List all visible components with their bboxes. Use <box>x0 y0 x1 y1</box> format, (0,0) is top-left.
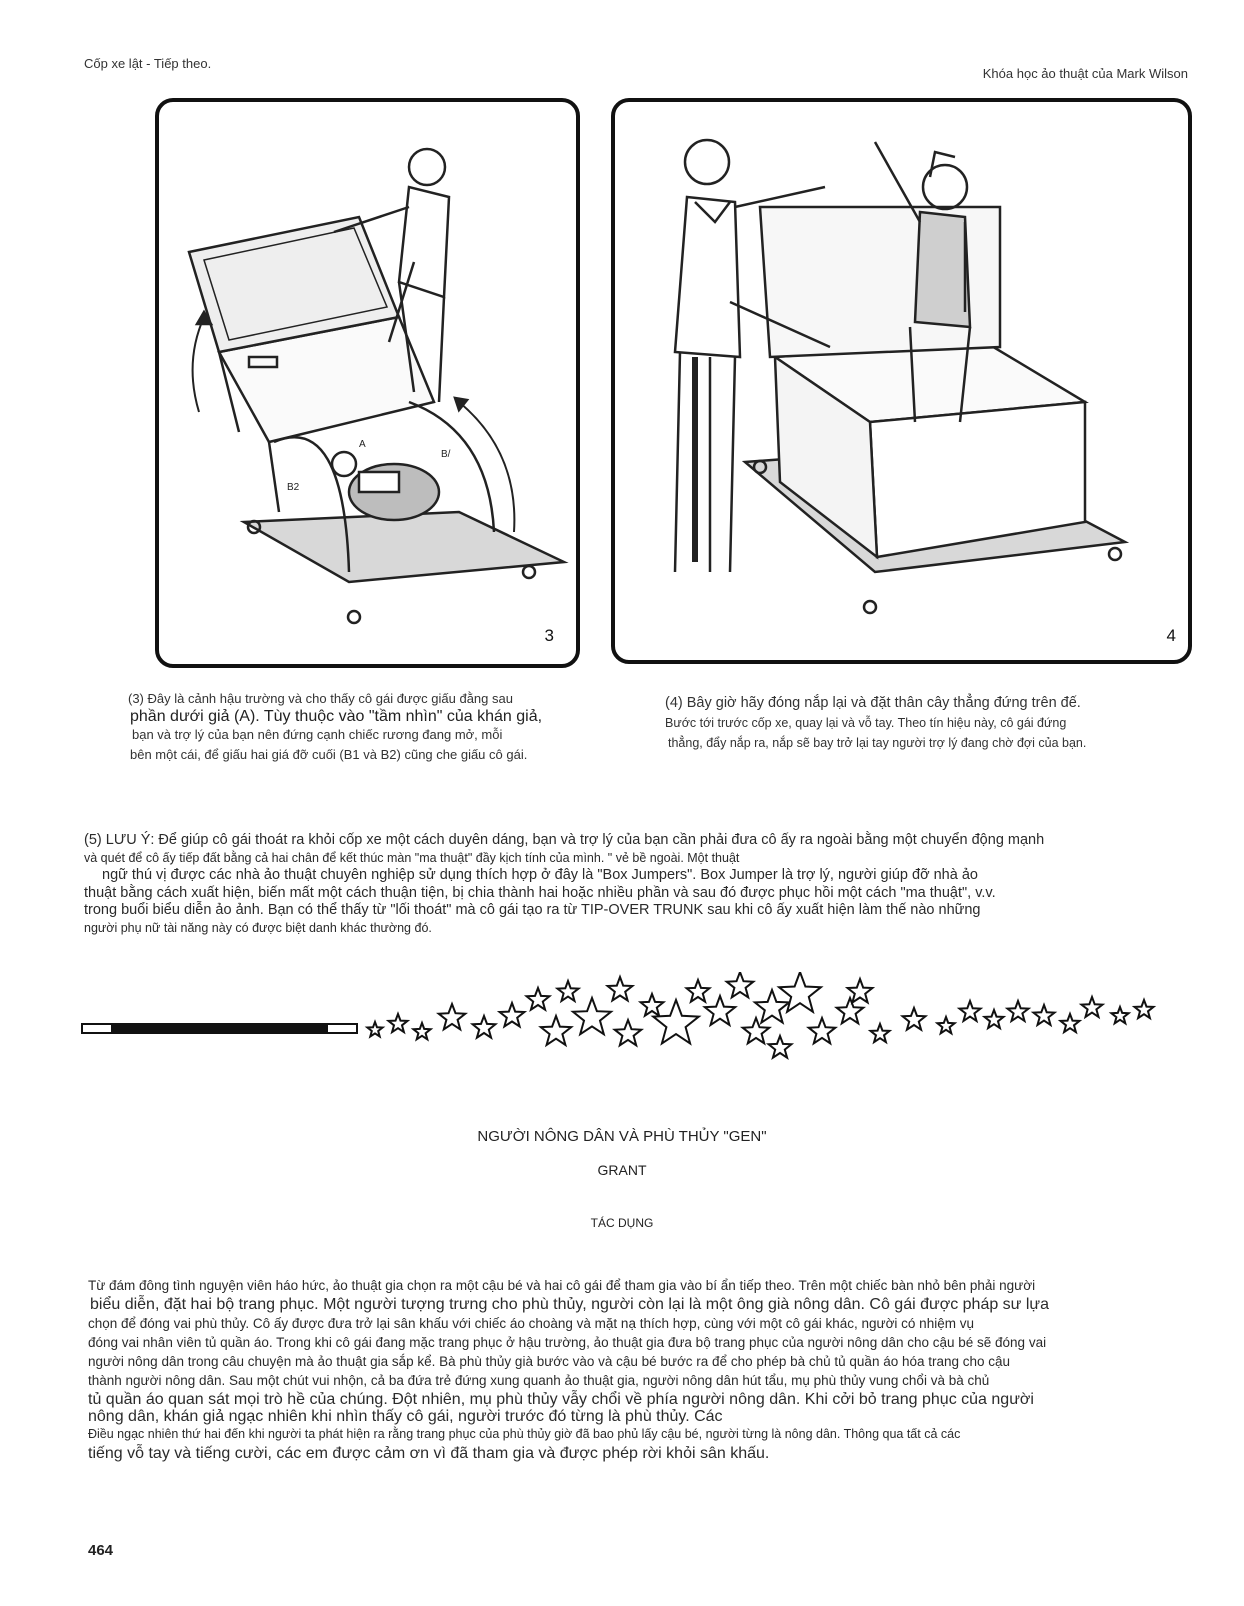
star-icon <box>985 1010 1004 1028</box>
caption-3-line: bạn và trợ lý của bạn nên đứng cạnh chiếc rương đang mở, mỗi <box>132 727 503 742</box>
note-line: (5) LƯU Ý: Để giúp cô gái thoát ra khỏi cốp xe một cách duyên dáng, bạn và trợ lý của bạn cần phải đưa cô ấy ra ngoài bằng một chuyển động mạnh <box>84 832 1045 848</box>
star-icon <box>653 1000 699 1043</box>
body-line: người nông dân trong câu chuyện mà ảo thuật gia sắp kể. Bà phù thủy già bước vào và cậu bé bước ra để cho phép bà chủ tủ quần áo hóa trang cho cậu <box>88 1354 1011 1369</box>
star-icon <box>687 980 710 1002</box>
star-icon <box>743 1018 770 1043</box>
star-icon <box>615 1020 642 1045</box>
illustration-panel-4 <box>611 98 1192 664</box>
star-icon <box>608 977 633 1001</box>
star-icon <box>727 972 754 997</box>
running-header-left: Cốp xe lật - Tiếp theo. <box>84 56 212 71</box>
star-icon <box>473 1016 496 1038</box>
star-icon <box>573 998 611 1034</box>
star-icon <box>769 1036 792 1058</box>
running-header-right: Khóa học ảo thuật của Mark Wilson <box>982 66 1188 81</box>
body-line: tủ quần áo quan sát mọi trò hề của chúng. Đột nhiên, mụ phù thủy vẫy chổi về phía người nông dân. Khi cởi bỏ trang phục của người <box>88 1391 1034 1408</box>
panel-number-3: 3 <box>544 626 554 645</box>
star-icon <box>1034 1005 1055 1025</box>
section-subtitle: GRANT <box>597 1162 647 1178</box>
star-icon <box>1082 997 1103 1017</box>
star-icon <box>439 1004 466 1029</box>
wand-stars-divider <box>80 972 1180 1082</box>
effect-heading: TÁC DỤNG <box>590 1216 654 1230</box>
caption-4 <box>665 694 1165 752</box>
star-icon <box>871 1024 890 1042</box>
caption-3-line: phần dưới giả (A). Tùy thuộc vào "tầm nhìn" của khán giả, <box>130 708 543 725</box>
star-icon <box>903 1008 926 1030</box>
star-icon <box>367 1022 382 1037</box>
caption-3-line: (3) Đây là cảnh hậu trường và cho thấy cô gái được giấu đằng sau <box>128 691 513 706</box>
note-line: và quét để cô ấy tiếp đất bằng cả hai chân để kết thúc màn "ma thuật" đầy kịch tính của mình. " vẻ bề ngoài. Một thuật <box>84 850 740 865</box>
star-icon <box>541 1016 571 1045</box>
star-icon <box>558 981 579 1001</box>
star-icon <box>705 996 735 1025</box>
body-line: biểu diễn, đặt hai bộ trang phục. Một người tượng trưng cho phù thủy, người còn lại là một ông già nông dân. Cô gái được pháp sư lựa <box>90 1296 1049 1313</box>
svg-text:B/: B/ <box>441 449 451 460</box>
label-a: A <box>359 439 366 450</box>
body-line: nông dân, khán giả ngạc nhiên khi nhìn thấy cô gái, người trước đó từng là phù thủy. Các <box>88 1408 723 1425</box>
star-icon <box>937 1017 954 1033</box>
note-paragraph <box>84 832 1174 937</box>
body-line: Điều ngạc nhiên thứ hai đến khi người ta phát hiện ra rằng trang phục của phù thủy giờ đã bao phủ lấy cậu bé, người từng là nông dân. Thông qua tất cả các <box>88 1427 961 1441</box>
note-line: người phụ nữ tài năng này có được biệt danh khác thường đó. <box>84 920 432 935</box>
star-icon <box>389 1014 408 1032</box>
star-icon <box>809 1018 836 1043</box>
body-line: chọn để đóng vai phù thủy. Cô ấy được đưa trở lại sân khấu với chiếc áo choàng và mặt nạ thích hợp, cùng với một cô gái khác, người có nhiệm vụ <box>88 1316 974 1331</box>
body-line: Từ đám đông tình nguyện viên háo hức, ảo thuật gia chọn ra một cậu bé và hai cô gái để tham gia vào bí ẩn tiếp theo. Trên một chiếc bàn nhỏ bên phải người <box>88 1278 1036 1293</box>
page-number: 464 <box>88 1542 114 1559</box>
illustration-panel-3 <box>155 98 580 668</box>
star-icon <box>960 1001 981 1021</box>
star-icon <box>837 998 864 1023</box>
caption-4-line: (4) Bây giờ hãy đóng nắp lại và đặt thân cây thẳng đứng trên đế. <box>665 695 1081 711</box>
star-icon <box>527 988 550 1010</box>
trunk-reveal-drawing <box>615 102 1188 660</box>
star-icon <box>1111 1007 1128 1023</box>
caption-3-line: bên một cái, để giấu hai giá đỡ cuối (B1 và B2) cũng che giấu cô gái. <box>130 747 528 762</box>
effect-paragraph <box>88 1276 1178 1463</box>
svg-text:B2: B2 <box>287 482 300 493</box>
panel-number-4: 4 <box>1166 626 1176 645</box>
note-line: trong buổi biểu diễn ảo ảnh. Bạn có thể thấy từ "lối thoát" mà cô gái tạo ra từ TIP-OVER TRUNK sau khi cô ấy xuất hiện làm thế nào những <box>84 902 981 918</box>
star-icon <box>755 990 789 1023</box>
note-line: thuật bằng cách xuất hiện, biến mất một cách thuận tiện, bị chia thành hai hoặc nhiều phần và sau đó được phục hồi một cách "ma thuật", v.v. <box>84 884 996 901</box>
body-line: tiếng vỗ tay và tiếng cười, các em được cảm ơn vì đã tham gia và được phép rời khỏi sân khấu. <box>88 1445 770 1462</box>
star-icon <box>1061 1014 1080 1032</box>
star-icon <box>1008 1001 1029 1021</box>
note-line: ngữ thú vị được các nhà ảo thuật chuyên nghiệp sử dụng thích hợp ở đây là "Box Jumpers". Box Jumper là trợ lý, người giúp đỡ nhà ảo <box>102 867 978 883</box>
trunk-backstage-drawing <box>159 102 576 664</box>
star-icon <box>641 994 664 1016</box>
body-line: đóng vai nhân viên tủ quần áo. Trong khi cô gái đang mặc trang phục ở hậu trường, ảo thuật gia đưa bộ trang phục của người nông dân cho cậu bé sẽ đóng vai <box>88 1335 1047 1350</box>
section-title: NGƯỜI NÔNG DÂN VÀ PHÙ THỦY "GEN" <box>477 1128 767 1145</box>
body-line: thành người nông dân. Sau một chút vui nhộn, cả ba đứa trẻ đứng xung quanh ảo thuật gia, người nông dân hút tẩu, mụ phù thủy vung chổi và bà chủ <box>88 1373 990 1388</box>
caption-3 <box>128 690 608 764</box>
caption-4-line: Bước tới trước cốp xe, quay lại và vỗ tay. Theo tín hiệu này, cô gái đứng <box>665 716 1067 730</box>
star-icon <box>500 1003 525 1027</box>
star-icon <box>1135 1000 1154 1018</box>
caption-4-line: thẳng, đẩy nắp ra, nắp sẽ bay trở lại tay người trợ lý đang chờ đợi của bạn. <box>668 736 1087 750</box>
star-icon <box>413 1023 430 1039</box>
